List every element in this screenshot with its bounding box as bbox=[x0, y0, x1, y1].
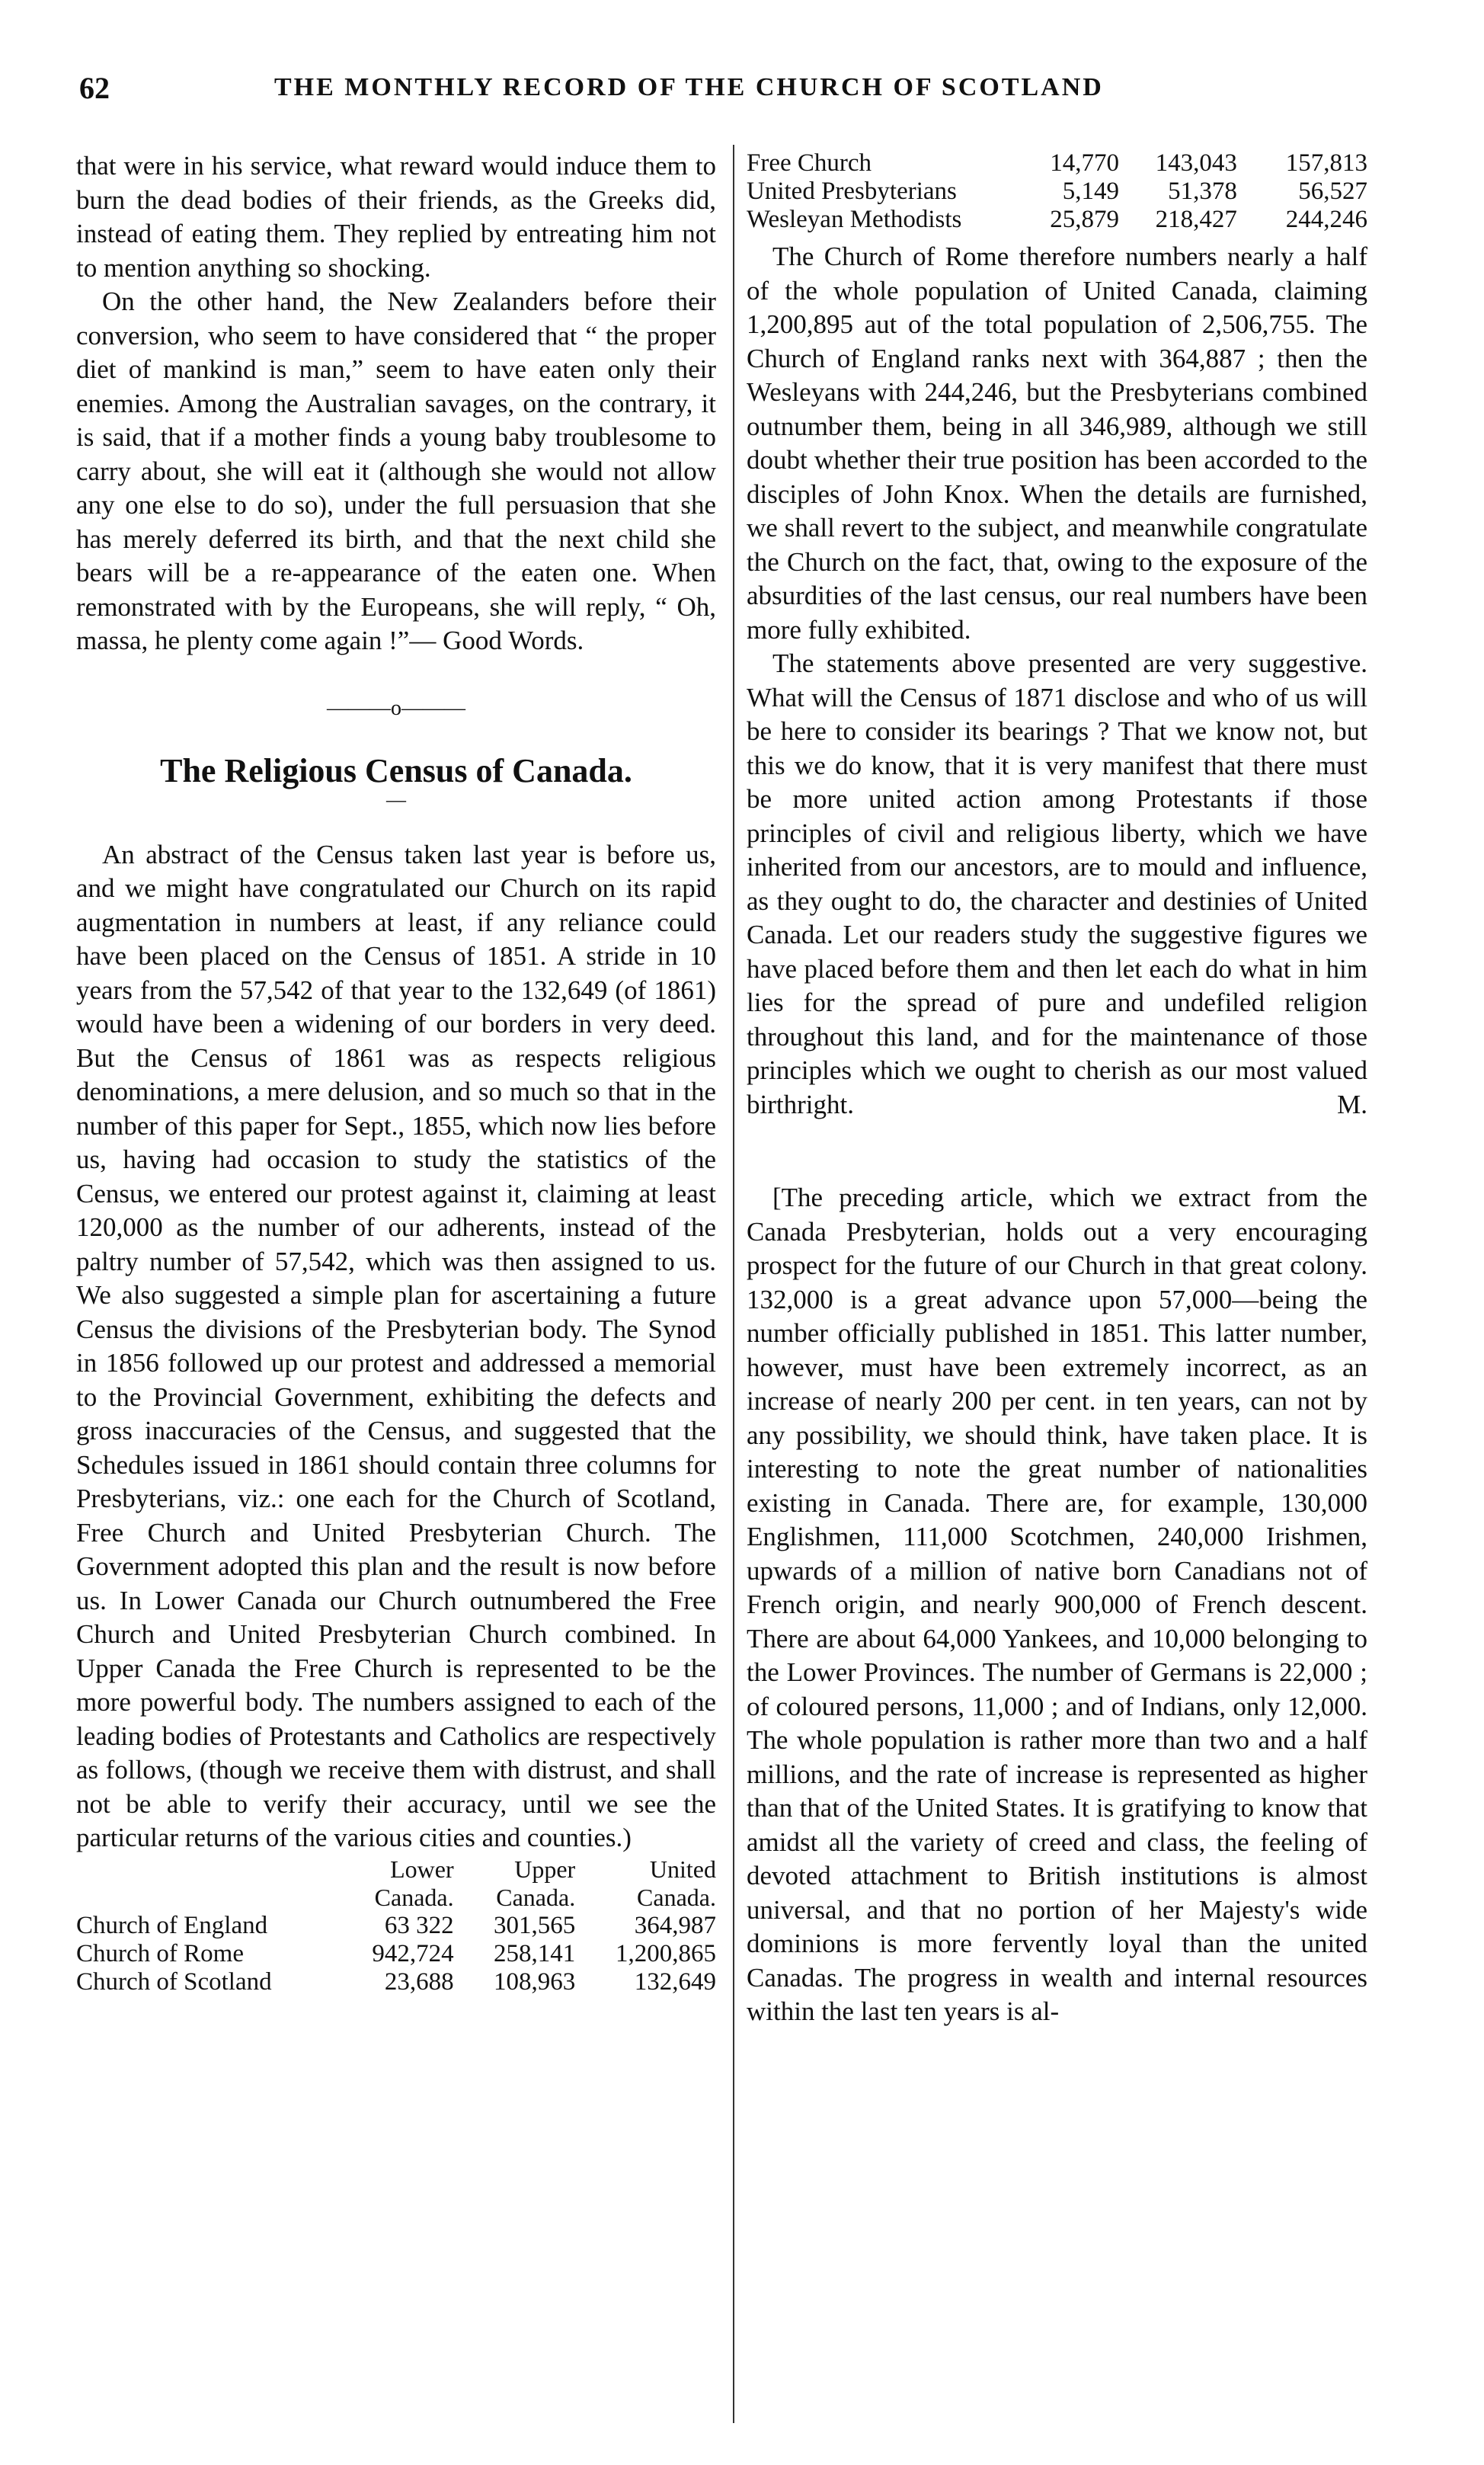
united-canada-value: 157,813 bbox=[1285, 149, 1367, 177]
page-number: 62 bbox=[79, 71, 110, 105]
column-header: Lower Canada. bbox=[374, 1855, 454, 1911]
left-paragraph-1: that were in his service, what reward would induce them to burn the dead bodies of their friends, as the Greeks did, instead of eating them. They replied by entreating him not to mention anything so shocking. bbox=[76, 151, 716, 283]
column-divider bbox=[733, 145, 734, 2423]
united-canada-value: 132,649 bbox=[634, 1967, 716, 1996]
denomination-name: Free Church bbox=[747, 149, 872, 177]
lower-canada-value: 23,688 bbox=[384, 1967, 454, 1996]
editorial-note: [The preceding article, which we extract from the Canada Presbyterian, holds out a very encouraging prospect for the future of our Church in that great colony. 132,000 is a great advance upon 57,000—being the number officially published in 1851. This latter number, however, must have been extremely incorrect, as an increase of nearly 200 per cent. in ten years, can not by any possibility, we should think, have taken place. It is interesting to note the great number of nationalities existing in Canada. There are, for example, 130,000 Englishmen, 111,000 Scotchmen, 240,000 Irishmen, upwards of a million of native born Canadians not of French origin, and nearly 900,000 of French descent. There are about 64,000 Yankees, and 10,000 belonging to the Lower Provinces. The number of Germans is 22,000 ; of coloured persons, 11,000 ; and of Indians, only 12,000. The whole population is rather more than two and a half millions, and the rate of increase is represented as higher than that of the United States. It is gratifying to know that amidst all the variety of creed and class, the feeling of devoted attachment to British institutions is almost universal, and that no portion of her Majesty's wide dominions is more fervently loyal than the united Canadas. The progress in wealth and internal resources within the last ten years is al- bbox=[747, 1183, 1367, 2026]
lower-canada-value: 5,149 bbox=[1062, 178, 1119, 205]
lower-canada-value: 14,770 bbox=[1050, 149, 1119, 177]
lower-canada-value: 63 322 bbox=[384, 1911, 454, 1939]
census-table-part-2 bbox=[747, 149, 1367, 234]
denomination-name: United Presbyterians bbox=[747, 178, 957, 205]
upper-canada-value: 258,141 bbox=[493, 1939, 576, 1967]
signature: M. bbox=[1337, 1089, 1367, 1119]
table-row bbox=[76, 1940, 716, 1968]
left-paragraph-3: An abstract of the Census taken last year is before us, and we might have congratulated our Church on its rapid augmentation in numbers at least, if any reliance could have been placed on the Census of 1851. A stride in 10 years from the 57,542 of that year to the 132,649 (of 1861) would have been a widening of our borders in very deed. But the Census of 1861 was as respects religious denominations, a mere delusion, and so much so that in the number of this paper for Sept., 1855, which now lies before us, having had occasion to study the statistics of the Census, we entered our protest against it, claiming at least 120,000 as the number of our adherents, instead of the paltry number of 57,542, which was then assigned to us. We also suggested a simple plan for ascertaining a future Census the divisions of the Presbyterian body. The Synod in 1856 followed up our protest and addressed a memorial to the Provincial Government, exhibiting the defects and gross inaccuracies of the Census, and suggested that the Schedules issued in 1861 should contain three columns for Presbyterians, viz.: one each for the Church of Scotland, Free Church and United Presbyterian Church. The Government adopted this plan and the result is now before us. In Lower Canada our Church outnumbered the Free Church and United Presbyterian Church combined. In Upper Canada the Free Church is represented to be the more powerful body. The numbers assigned to each of the leading bodies of Protestants and Catholics are respectively as follows, (though we receive them with distrust, and shall not be able to verify their accuracy, until we see the particular returns of the various cities and counties.) bbox=[76, 839, 716, 1852]
upper-canada-value: 218,427 bbox=[1155, 206, 1237, 233]
running-title: THE MONTHLY RECORD OF THE CHURCH OF SCOTLAND bbox=[274, 73, 1104, 101]
upper-canada-value: 301,565 bbox=[493, 1911, 576, 1939]
census-table-part-1 bbox=[76, 1855, 716, 1996]
section-title: The Religious Census of Canada. bbox=[160, 751, 632, 789]
denomination-name: Church of Rome bbox=[76, 1939, 244, 1967]
denomination-name: Church of England bbox=[76, 1911, 268, 1939]
table-row bbox=[747, 178, 1367, 206]
ornament-divider: ———o——— bbox=[327, 696, 465, 720]
table-row bbox=[747, 206, 1367, 234]
right-paragraph-1: The Church of Rome therefore numbers nearly a half of the whole population of United Canada, claiming 1,200,895 aut of the total population of 2,506,755. The Church of England ranks next with 364,887 ; then the Wesleyans with 244,246, but the Presbyterians combined outnumber them, being in all 346,989, although we still doubt whether their true position has been accorded to the disciples of John Knox. When the details are furnished, we shall revert to the subject, and meanwhile congratulate the Church on the fact, that, owing to the exposure of the absurdities of the last census, our real numbers have been more fully exhibited. bbox=[747, 242, 1367, 645]
table-header-row bbox=[76, 1855, 716, 1912]
upper-canada-value: 108,963 bbox=[493, 1967, 576, 1996]
right-paragraph-2-text: The statements above presented are very suggestive. What will the Census of 1871 disclose and who of us will be here to consider its bearings ? That we know not, but this we do know, that it is very manifest that there must be more united action among Protestants if those principles of civil and religious liberty, which we have inherited from our ancestors, are to mould and influence, as they ought to do, the character and destinies of United Canada. Let our readers study the suggestive figures we have placed before them and then let each do what in him lies for the spread of pure and undefiled religion throughout this land, and for the maintenance of those principles which we ought to cherish as our most valued birthright. bbox=[747, 648, 1367, 1119]
right-column bbox=[747, 149, 1367, 2029]
united-canada-value: 1,200,865 bbox=[616, 1939, 716, 1967]
title-dash: — bbox=[386, 788, 406, 811]
united-canada-value: 244,246 bbox=[1285, 206, 1367, 233]
upper-canada-value: 143,043 bbox=[1155, 149, 1237, 177]
left-paragraph-2: On the other hand, the New Zealanders before their conversion, who seem to have considered that “ the proper diet of mankind is man,” seem to have eaten only their enemies. Among the Australian savages, on the contrary, it is said, that if a mother finds a young baby troublesome to carry about, she will eat it (although she would not allow any one else to do so), under the full persuasion that she has merely deferred its birth, and that the next child she bears will be a re-appearance of the eaten one. When remonstrated with by the Europeans, she will reply, “ Oh, massa, he plenty come again !”— Good Words. bbox=[76, 287, 716, 655]
united-canada-value: 364,987 bbox=[634, 1911, 716, 1939]
united-canada-value: 56,527 bbox=[1298, 178, 1367, 205]
column-header: Upper Canada. bbox=[496, 1855, 576, 1911]
column-header: United Canada. bbox=[637, 1855, 716, 1911]
table-row bbox=[747, 149, 1367, 178]
upper-canada-value: 51,378 bbox=[1168, 178, 1237, 205]
table-row bbox=[76, 1912, 716, 1940]
lower-canada-value: 942,724 bbox=[372, 1939, 454, 1967]
table-row bbox=[76, 1968, 716, 1996]
left-column bbox=[76, 149, 716, 1996]
lower-canada-value: 25,879 bbox=[1050, 206, 1119, 233]
denomination-name: Wesleyan Methodists bbox=[747, 206, 962, 233]
right-paragraph-2 bbox=[747, 647, 1367, 1122]
denomination-name: Church of Scotland bbox=[76, 1967, 272, 1996]
